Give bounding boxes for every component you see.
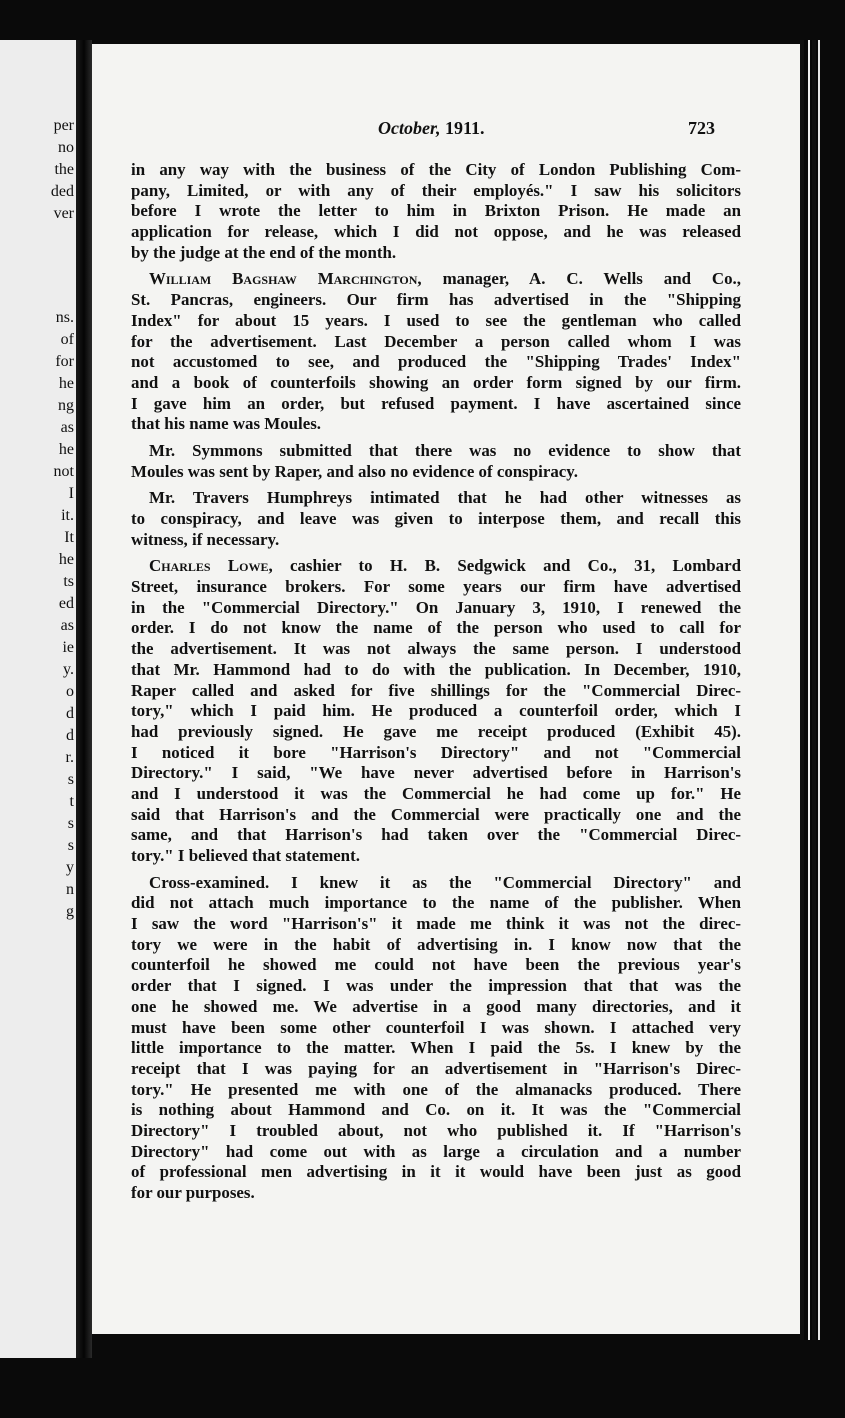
left-page-fragment: not bbox=[53, 463, 74, 480]
line-text: Mr. Travers Humphreys intimated that he had other witnesses as bbox=[149, 488, 741, 508]
text-line bbox=[131, 1183, 741, 1204]
left-page-fragment: It bbox=[64, 529, 74, 546]
paragraph bbox=[131, 488, 741, 550]
left-page-fragment: d bbox=[66, 727, 74, 744]
line-text: for our purposes. bbox=[131, 1183, 255, 1202]
left-page-fragment: ts bbox=[63, 573, 74, 590]
text-line bbox=[131, 311, 741, 332]
line-text: tory." I believed that statement. bbox=[131, 846, 360, 865]
text-line bbox=[131, 352, 741, 373]
left-page-fragment: ie bbox=[62, 639, 74, 656]
line-text: in any way with the business of the City of London Publishing Com- bbox=[131, 160, 741, 179]
line-text: said that Harrison's and the Commercial were practically one and the bbox=[131, 804, 741, 824]
text-line bbox=[131, 394, 741, 415]
text-line bbox=[131, 618, 741, 639]
text-line bbox=[131, 914, 741, 935]
left-page-fragment: g bbox=[66, 903, 74, 920]
text-line bbox=[131, 681, 741, 702]
paragraph bbox=[131, 160, 741, 263]
text-line bbox=[131, 873, 741, 894]
text-line bbox=[131, 935, 741, 956]
text-line bbox=[131, 893, 741, 914]
left-page-fragment: it. bbox=[61, 507, 74, 524]
left-page-fragment: per bbox=[53, 117, 74, 134]
line-text: I noticed it bore "Harrison's Directory" and not "Commercial bbox=[131, 742, 741, 762]
text-line bbox=[131, 160, 741, 181]
left-page-fragment: s bbox=[67, 837, 74, 854]
text-line bbox=[131, 955, 741, 976]
line-text: before I wrote the letter to him in Brixton Prison. He made an bbox=[131, 201, 741, 221]
text-line bbox=[131, 639, 741, 660]
text-line bbox=[131, 701, 741, 722]
left-page-fragment: for bbox=[55, 353, 74, 370]
line-text: is nothing about Hammond and Co. on it. It was the "Commercial bbox=[131, 1100, 741, 1120]
text-line bbox=[131, 784, 741, 805]
line-text: same, and that Harrison's had taken over the "Commercial Direc- bbox=[131, 825, 741, 845]
left-page-fragment: ed bbox=[58, 595, 74, 612]
line-text: Index" for about 15 years. I used to see the gentleman who called bbox=[131, 310, 741, 330]
text-line bbox=[131, 201, 741, 222]
witness-name: William Bagshaw Marchington, bbox=[149, 269, 422, 289]
text-line bbox=[131, 222, 741, 243]
text-line bbox=[131, 332, 741, 353]
text-line bbox=[131, 976, 741, 997]
line-text: Cross-examined. I knew it as the "Commercial Directory" and bbox=[149, 872, 741, 892]
text-line bbox=[131, 290, 741, 311]
page-edge-4 bbox=[818, 40, 820, 1340]
text-line bbox=[131, 181, 741, 202]
left-page-fragment: ded bbox=[50, 183, 74, 200]
left-page-fragment: the bbox=[54, 161, 74, 178]
left-page-fragment: t bbox=[69, 793, 74, 810]
text-line bbox=[131, 1142, 741, 1163]
text-line bbox=[131, 722, 741, 743]
running-head-year: 1911. bbox=[445, 118, 485, 138]
text-line bbox=[131, 1100, 741, 1121]
line-text: I gave him an order, but refused payment. I have ascertained since bbox=[131, 393, 741, 413]
text-line bbox=[131, 1018, 741, 1039]
line-text: St. Pancras, engineers. Our firm has advertised in the "Shipping bbox=[131, 290, 741, 310]
left-page-fragment: n bbox=[66, 881, 74, 898]
text-line bbox=[131, 846, 741, 867]
line-text: manager, A. C. Wells and Co., bbox=[421, 269, 741, 289]
left-page-edge bbox=[0, 40, 78, 1358]
line-text: the advertisement. It was not always the same person. I understood bbox=[131, 639, 741, 659]
line-text: order that I signed. I was under the impression that that was the bbox=[131, 976, 741, 996]
paragraph bbox=[131, 441, 741, 482]
text-line bbox=[131, 1121, 741, 1142]
book-gutter bbox=[76, 40, 92, 1358]
paragraph bbox=[131, 873, 741, 1204]
line-text: and I understood it was the Commercial he had come up for." He bbox=[131, 783, 741, 803]
text-line bbox=[131, 598, 741, 619]
text-line bbox=[131, 1059, 741, 1080]
line-text: to conspiracy, and leave was given to interpose them, and recall this bbox=[131, 509, 741, 528]
left-page-fragment: s bbox=[67, 771, 74, 788]
line-text: that Mr. Hammond had to do with the publication. In December, 1910, bbox=[131, 659, 741, 679]
text-line bbox=[131, 556, 741, 577]
left-page-fragment: of bbox=[60, 331, 74, 348]
left-page-fragment: r. bbox=[65, 749, 74, 766]
left-page-fragment: ng bbox=[58, 397, 74, 414]
text-line bbox=[131, 577, 741, 598]
left-page-fragment: I bbox=[68, 485, 74, 502]
line-text: application for release, which I did not oppose, and he was released bbox=[131, 222, 741, 242]
text-line bbox=[131, 825, 741, 846]
line-text: in the "Commercial Directory." On January 3, 1910, I renewed the bbox=[131, 597, 741, 617]
line-text: of professional men advertising in it it would have been just as good bbox=[131, 1162, 741, 1182]
page-edge-2 bbox=[808, 40, 810, 1340]
left-page-fragment: as bbox=[60, 419, 74, 436]
line-text: had previously signed. He gave me receipt produced (Exhibit 45). bbox=[131, 721, 741, 741]
left-page-fragment: y bbox=[66, 859, 74, 876]
left-page-fragment: he bbox=[58, 551, 74, 568]
line-text: that his name was Moules. bbox=[131, 414, 322, 434]
line-text: Moules was sent by Raper, and also no evidence of conspiracy. bbox=[131, 461, 578, 481]
line-text: order. I do not know the name of the person who used to call for bbox=[131, 618, 741, 638]
text-line bbox=[131, 373, 741, 394]
text-line bbox=[131, 805, 741, 826]
line-text: not accustomed to see, and produced the "Shipping Trades' Index" bbox=[131, 352, 741, 372]
page-number: 723 bbox=[688, 118, 715, 138]
left-page-fragment: ns. bbox=[55, 309, 74, 326]
text-line bbox=[131, 1162, 741, 1183]
line-text: one he showed me. We advertise in a good many directories, and it bbox=[131, 996, 741, 1016]
line-text: tory." He presented me with one of the almanacks produced. There bbox=[131, 1079, 741, 1099]
text-line bbox=[131, 414, 741, 435]
left-page-fragment: ver bbox=[53, 205, 74, 222]
page-edge-3 bbox=[812, 40, 816, 1340]
line-text: pany, Limited, or with any of their employés." I saw his solicitors bbox=[131, 180, 741, 200]
line-text: must have been some other counterfoil I was shown. I attached very bbox=[131, 1017, 741, 1037]
line-text: Mr. Symmons submitted that there was no evidence to show that bbox=[149, 440, 741, 460]
line-text: by the judge at the end of the month. bbox=[131, 242, 397, 262]
text-line bbox=[131, 743, 741, 764]
running-head-month: October, bbox=[378, 118, 441, 138]
line-text: I saw the word "Harrison's" it made me think it was not the direc- bbox=[131, 914, 741, 934]
line-text: tory we were in the habit of advertising in. I know now that the bbox=[131, 934, 741, 954]
line-text: witness, if necessary. bbox=[131, 529, 280, 549]
body-text bbox=[131, 160, 741, 1204]
line-text: for the advertisement. Last December a person called whom I was bbox=[131, 331, 741, 351]
text-line bbox=[131, 997, 741, 1018]
line-text: Directory" I troubled about, not who published it. If "Harrison's bbox=[131, 1120, 741, 1140]
line-text: cashier to H. B. Sedgwick and Co., 31, Lombard bbox=[272, 556, 741, 576]
text-line bbox=[131, 441, 741, 462]
line-text: receipt that I was paying for an advertisement in "Harrison's Direc- bbox=[131, 1058, 741, 1078]
text-line bbox=[131, 660, 741, 681]
left-page-fragment: y. bbox=[63, 661, 74, 678]
left-page-fragment: s bbox=[67, 815, 74, 832]
left-page-fragment: as bbox=[60, 617, 74, 634]
witness-name: Charles Lowe, bbox=[149, 556, 273, 576]
text-line bbox=[131, 509, 741, 530]
text-line bbox=[131, 1038, 741, 1059]
line-text: Raper called and asked for five shillings for the "Commercial Direc- bbox=[131, 680, 741, 700]
text-line bbox=[131, 269, 741, 290]
text-line bbox=[131, 462, 741, 483]
text-line bbox=[131, 488, 741, 509]
left-page-fragment: o bbox=[66, 683, 74, 700]
line-text: and a book of counterfoils showing an order form signed by our firm. bbox=[131, 372, 741, 392]
text-line bbox=[131, 243, 741, 264]
left-page-fragment: d bbox=[66, 705, 74, 722]
line-text: tory," which I paid him. He produced a counterfoil order, which I bbox=[131, 701, 741, 721]
page-edge-1 bbox=[800, 40, 804, 1340]
paragraph bbox=[131, 556, 741, 866]
line-text: Directory" had come out with as large a circulation and a number bbox=[131, 1141, 741, 1161]
line-text: did not attach much importance to the name of the publisher. When bbox=[131, 893, 741, 913]
text-line bbox=[131, 763, 741, 784]
left-page-fragment: he bbox=[58, 375, 74, 392]
running-head bbox=[378, 118, 485, 139]
left-page-fragment: no bbox=[58, 139, 74, 156]
left-page-fragment: he bbox=[58, 441, 74, 458]
line-text: counterfoil he showed me could not have been the previous year's bbox=[131, 955, 741, 975]
line-text: Street, insurance brokers. For some years our firm have advertised bbox=[131, 577, 741, 597]
paragraph bbox=[131, 269, 741, 435]
text-line bbox=[131, 530, 741, 551]
line-text: little importance to the matter. When I paid the 5s. I knew by the bbox=[131, 1038, 741, 1058]
text-line bbox=[131, 1080, 741, 1101]
line-text: Directory." I said, "We have never advertised before in Harrison's bbox=[131, 763, 741, 783]
